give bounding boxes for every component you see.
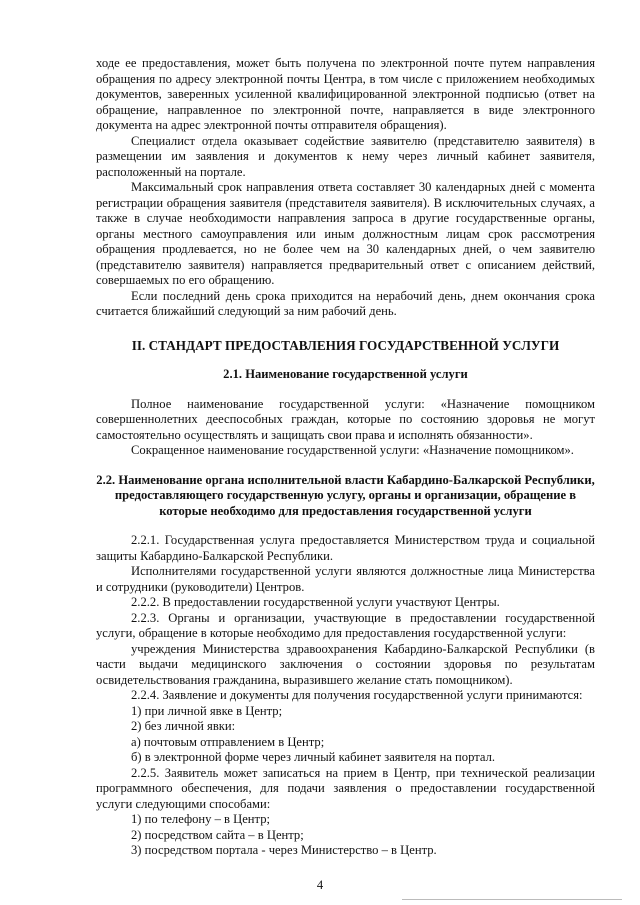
- paragraph-last-day-rule: Если последний день срока приходится на нерабочий день, днем окончания срока считается ближайший следующий за ним рабочий день.: [96, 288, 595, 318]
- paragraph-2-2-4: 2.2.4. Заявление и документы для получения государственной услуги принимаются:: [131, 688, 583, 702]
- paragraph-executors: Исполнителями государственной услуги являются должностные лица Министерства и сотрудники (руководители) Центров.: [96, 564, 595, 594]
- paragraph-max-response-time: Максимальный срок направления ответа составляет 30 календарных дней с момента регистрации обращения заявителя (представителя заявителя). В исключительных случаях, а также в случае необходимости направления запроса в другие государственные органы, органы местного самоуправления или иным должностным лицам срок рассмотрения обращения продлевается, но не более чем на 30 календарных дней, о чем заявителю (представителю заявителя) направляется предварительный ответ с описанием действий, совершаемых по его обращению.: [96, 180, 595, 287]
- list-item: 3) посредством портала - через Министерство – в Центр.: [131, 843, 437, 857]
- paragraph-2-2-3: 2.2.3. Органы и организации, участвующие в предоставлении государственной услуги, обращение в которые необходимо для предоставления государственной услуги:: [96, 610, 595, 640]
- list-item: а) почтовым отправлением в Центр;: [131, 734, 325, 749]
- list-item: б) в электронной форме через личный кабинет заявителя на портал.: [131, 750, 496, 764]
- paragraph-2-2-5: 2.2.5. Заявитель может записаться на прием в Центр, при технической реализации программного обеспечения, для подачи заявления о предоставлении государственной услуги следующими способами:: [96, 765, 595, 811]
- list-item: 1) при личной явке в Центр;: [131, 703, 283, 718]
- scan-edge-line: [402, 899, 622, 900]
- section-title: II. СТАНДАРТ ПРЕДОСТАВЛЕНИЯ ГОСУДАРСТВЕННОЙ УСЛУГИ: [131, 337, 560, 353]
- list-item: 2) посредством сайта – в Центр;: [131, 827, 304, 842]
- paragraph-specialist-assistance: Специалист отдела оказывает содействие заявителю (представителю заявителя) в размещении им заявления и документов к нему через личный кабинет заявителя, расположенный на портале.: [96, 133, 595, 179]
- paragraph-2-2-1: 2.2.1. Государственная услуга предоставляется Министерством труда и социальной защиты Кабардино-Балкарской Республики.: [96, 533, 595, 563]
- paragraph-2-2-2: 2.2.2. В предоставлении государственной услуги участвуют Центры.: [131, 595, 500, 609]
- subsection-title-2-2: 2.2. Наименование органа исполнительной власти Кабардино-Балкарской Республики, предоставляющего государственную услугу, органы и организации, обращение в которые необходимо для предоставления государственной услуги: [96, 472, 595, 518]
- page-number: 4: [316, 878, 324, 892]
- list-item: 2) без личной явки:: [131, 719, 236, 733]
- paragraph-short-service-name: Сокращенное наименование государственной услуги: «Назначение помощником».: [131, 443, 574, 457]
- paragraph-health-institutions: учреждения Министерства здравоохранения Кабардино-Балкарской Республики (в части выдачи медицинского заключения о состоянии здоровья по результатам освидетельствования гражданина, выразившего желание стать помощником).: [96, 641, 595, 687]
- list-item: 1) по телефону – в Центр;: [131, 812, 271, 826]
- paragraph-email-response: ходе ее предоставления, может быть получена по электронной почте путем направления обращения по адресу электронной почты Центра, в том числе с приложением необходимых документов, заверенных усиленной квалифицированной электронной подписью (ответ на обращение, направленное по электронной почте, направляется в виде электронного документа на адрес электронной почты отправителя обращения).: [96, 56, 595, 132]
- page-content: [96, 56, 595, 859]
- subsection-title-2-1: 2.1. Наименование государственной услуги: [223, 367, 468, 381]
- paragraph-full-service-name: Полное наименование государственной услуги: «Назначение помощником совершеннолетних дееспособных граждан, которые по состоянию здоровья не могут самостоятельно осуществлять и защищать свои права и исполнять обязанности».: [96, 396, 595, 442]
